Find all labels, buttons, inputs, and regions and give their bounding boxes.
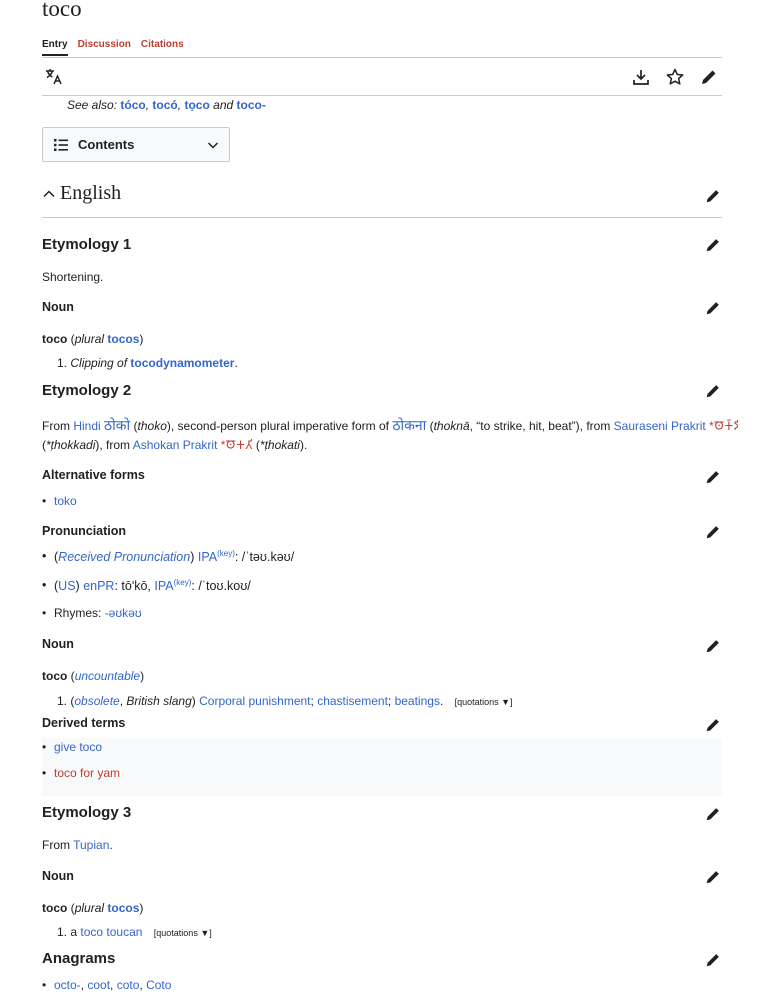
verb-link[interactable]: ठोकना: [392, 417, 427, 433]
list-item: [54, 494, 77, 508]
definition-link[interactable]: tocodynamometer: [130, 356, 235, 370]
etymology-2-text-cont: (*ṭhokkadi), from Ashokan Prakrit *𑀣𑁄𑀓𑀢𑀺 (*ṭhokati).: [42, 438, 308, 452]
headword-line: toco (plural tocos): [42, 332, 144, 346]
edit-icon[interactable]: [704, 523, 722, 541]
etymology-2-text: From Hindi ठोको (thoko), second-person plural imperative form of ठोकना (thoknā, “to strike, hit, beat”), from Sauraseni Prakrit *𑀣𑁄𑀓𑁆𑀤𑀺: [42, 417, 739, 433]
uncountable-link[interactable]: uncountable: [74, 669, 141, 683]
headword-line: toco (uncountable): [42, 669, 145, 683]
edit-icon[interactable]: [704, 637, 722, 655]
quotations-toggle[interactable]: [quotations ▼]: [454, 697, 513, 707]
chevron-down-icon: [207, 139, 219, 151]
obsolete-link[interactable]: obsolete: [74, 694, 120, 708]
ipa-link[interactable]: IPA: [197, 550, 218, 565]
language-heading[interactable]: [42, 182, 121, 205]
star-icon[interactable]: [665, 67, 685, 87]
anagram-link[interactable]: octo-: [54, 978, 81, 992]
anagram-link[interactable]: coot: [87, 978, 111, 992]
list-item: [54, 766, 120, 780]
contents-label: Contents: [78, 137, 135, 152]
derived-term-link[interactable]: give toco: [54, 740, 103, 754]
translate-icon[interactable]: [44, 67, 64, 87]
hindi-word-link[interactable]: ठोको: [104, 417, 131, 433]
definition-link[interactable]: toco toucan: [80, 925, 143, 939]
noun-heading: Noun: [42, 637, 74, 651]
plural-link[interactable]: tocos: [107, 332, 140, 346]
definition-link[interactable]: beatings: [394, 694, 440, 708]
see-also-link[interactable]: tọco: [184, 98, 210, 112]
derived-terms-box: [42, 738, 722, 796]
edit-icon[interactable]: [704, 382, 722, 400]
quotations-toggle[interactable]: [quotations ▼]: [153, 928, 212, 938]
definition: 1. Clipping of tocodynamometer.: [57, 356, 238, 370]
sauraseni-word[interactable]: *𑀣𑁄𑀓𑁆𑀤𑀺: [709, 419, 739, 433]
language-name: English: [60, 182, 122, 204]
list-item: • octo-, coot, coto, Coto: [54, 978, 171, 992]
anagram-link[interactable]: coto: [116, 978, 140, 992]
edit-icon[interactable]: [704, 805, 722, 823]
rp-link[interactable]: Received Pronunciation: [58, 550, 191, 565]
etymology-1-heading: Etymology 1: [42, 236, 132, 253]
anagrams-heading: Anagrams: [42, 950, 116, 967]
pronunciation-heading: Pronunciation: [42, 524, 127, 538]
edit-icon[interactable]: [704, 468, 722, 486]
see-also: See also: tóco, tocó, tọco and toco-: [67, 98, 266, 112]
definition-link[interactable]: Corporal punishment: [199, 694, 311, 708]
section-divider: [42, 217, 722, 218]
etymology-3-text: From Tupian.: [42, 838, 113, 852]
us-link[interactable]: US: [58, 579, 76, 594]
list-item: • Rhymes: -əʊkəʊ: [54, 606, 142, 620]
noun-heading: Noun: [42, 869, 74, 883]
tab-divider: [42, 57, 722, 58]
edit-icon[interactable]: [704, 299, 722, 317]
etymology-3-heading: Etymology 3: [42, 804, 132, 821]
headword-line: toco (plural tocos): [42, 901, 144, 915]
ipa-key-link[interactable]: (key): [173, 578, 192, 587]
download-icon[interactable]: [631, 67, 651, 87]
list-item: • (US) enPR: tōʹkō, $IPA^{(key)}$: /ˈtoʊ.koʊ/: [54, 578, 251, 593]
list-item: • (Received Pronunciation) $IPA^{(key)}$: /ˈtəʊ.kəʊ/: [54, 549, 294, 564]
list-icon: [53, 137, 69, 153]
edit-icon[interactable]: [704, 868, 722, 886]
tab-citations[interactable]: Citations: [140, 39, 184, 50]
noun-heading: Noun: [42, 300, 74, 314]
see-also-link[interactable]: toco-: [236, 98, 266, 112]
ipa-key-link[interactable]: (key): [217, 549, 235, 558]
etymology-2-heading: Etymology 2: [42, 382, 132, 399]
page-tabs: [42, 39, 184, 56]
plural-link[interactable]: tocos: [107, 901, 140, 915]
tab-entry[interactable]: Entry: [42, 39, 68, 56]
hindi-link[interactable]: Hindi: [73, 419, 101, 433]
sauraseni-link[interactable]: Sauraseni Prakrit: [613, 419, 706, 433]
edit-icon[interactable]: [704, 716, 722, 734]
see-also-link[interactable]: tóco: [120, 98, 146, 112]
derived-term-link[interactable]: toco for yam: [54, 766, 121, 780]
alternative-forms-heading: Alternative forms: [42, 468, 145, 482]
contents-toggle[interactable]: [42, 127, 230, 162]
ipa-link[interactable]: IPA: [154, 579, 174, 594]
anagram-link[interactable]: Coto: [146, 978, 172, 992]
toolbar-divider: [42, 95, 722, 96]
page-title: toco: [42, 0, 82, 21]
derived-terms-heading: Derived terms: [42, 716, 126, 730]
pencil-icon[interactable]: [699, 67, 719, 87]
definition: 1. (obsolete, British slang) Corporal punishment; chastisement; beatings. [quotations ▼]: [57, 694, 513, 708]
tab-discussion[interactable]: Discussion: [77, 39, 131, 50]
chevron-up-icon: [42, 187, 56, 201]
rhymes-link[interactable]: -əʊkəʊ: [104, 606, 142, 620]
enpr-link[interactable]: enPR: [83, 579, 115, 594]
tupian-link[interactable]: Tupian: [73, 838, 110, 852]
definition-link[interactable]: chastisement: [317, 694, 388, 708]
edit-icon[interactable]: [704, 187, 722, 205]
etymology-1-text: Shortening.: [42, 270, 104, 284]
edit-icon[interactable]: [704, 236, 722, 254]
list-item: [54, 740, 102, 754]
ashokan-link[interactable]: Ashokan Prakrit: [132, 438, 218, 452]
edit-icon[interactable]: [704, 951, 722, 969]
definition: 1. a toco toucan [quotations ▼]: [57, 925, 212, 939]
see-also-link[interactable]: tocó: [152, 98, 178, 112]
alt-form-link[interactable]: toko: [54, 494, 77, 508]
ashokan-word[interactable]: *𑀣𑁄𑀓𑀢𑀺: [220, 438, 253, 452]
